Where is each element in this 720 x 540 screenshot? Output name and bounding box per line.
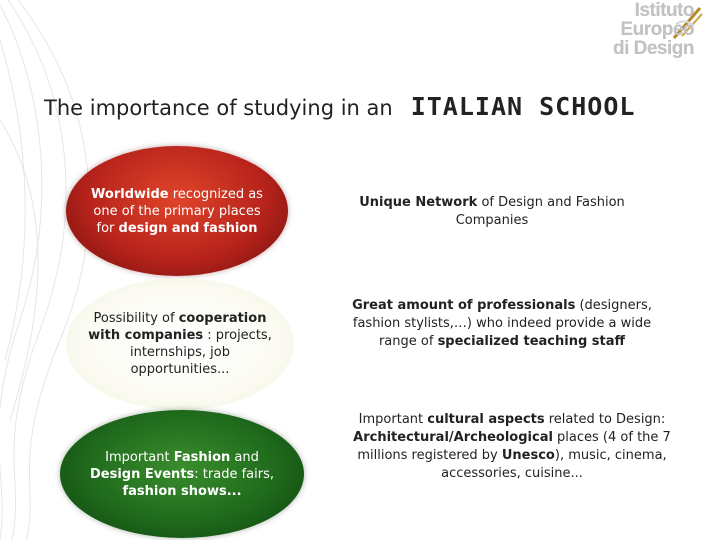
slide-title bbox=[44, 92, 704, 121]
bold-unesco: Unesco bbox=[501, 448, 555, 463]
text-and: and bbox=[230, 449, 259, 465]
green-ellipse-events bbox=[60, 410, 304, 538]
text-possibility: Possibility of bbox=[93, 311, 179, 326]
title-lead: The importance of studying in an bbox=[44, 96, 393, 120]
text-places-unesco: places (4 of the 7 millions registered by bbox=[357, 430, 671, 463]
logo-line-2: Europeo bbox=[620, 19, 694, 40]
bold-cultural-aspects: cultural aspects bbox=[427, 412, 545, 427]
text-important: Important bbox=[105, 449, 174, 465]
bold-specialized-staff: specialized teaching staff bbox=[437, 334, 626, 349]
bold-architectural: Architectural/Archeological bbox=[353, 430, 553, 445]
ellipse-text-3 bbox=[88, 449, 276, 500]
bold-fashion: fashion bbox=[203, 220, 258, 236]
text-designers-stylists: (designers, fashion stylists,…) who indeed provide a wide range of bbox=[352, 298, 652, 349]
bold-design-and: design and bbox=[118, 220, 200, 236]
bold-cooperation: cooperation with companies bbox=[88, 311, 267, 343]
logo-line-1: Istituto bbox=[634, 0, 694, 21]
istituto-europeo-di-design-logo bbox=[586, 0, 710, 62]
bold-worldwide: Worldwide bbox=[91, 186, 169, 202]
text-trade-fairs: : trade fairs, bbox=[194, 466, 274, 482]
text-important-2: Important bbox=[358, 412, 428, 427]
text-related-to-design: related to Design: bbox=[544, 412, 666, 427]
text-projects: : projects, internships, job opportunities... bbox=[129, 328, 272, 377]
text-music-cinema: ), music, cinema, accessories, cuisine... bbox=[441, 448, 667, 481]
text-design-fashion-companies: of Design and Fashion Companies bbox=[455, 195, 625, 228]
bold-fashion-shows: fashion shows... bbox=[122, 483, 242, 499]
bold-fashion-events: Fashion bbox=[173, 449, 231, 465]
logo-wordmark bbox=[613, 1, 694, 58]
bold-unique-network: Unique Network bbox=[359, 195, 478, 210]
white-ellipse-cooperation bbox=[66, 278, 294, 410]
text-unique-network bbox=[352, 194, 632, 230]
bold-great-amount: Great amount of professionals bbox=[352, 298, 576, 313]
text-professionals bbox=[352, 297, 652, 351]
text-recognized: recognized as one of the primary places for bbox=[93, 186, 263, 236]
title-emphasis: ITALIAN SCHOOL bbox=[410, 92, 636, 121]
ellipse-text-2 bbox=[88, 310, 272, 378]
bold-design-events: Design Events bbox=[90, 466, 195, 482]
red-ellipse-worldwide bbox=[66, 146, 288, 276]
text-cultural-aspects bbox=[342, 411, 682, 483]
ellipse-text-1 bbox=[90, 186, 264, 237]
logo-line-3: di Design bbox=[612, 38, 694, 59]
